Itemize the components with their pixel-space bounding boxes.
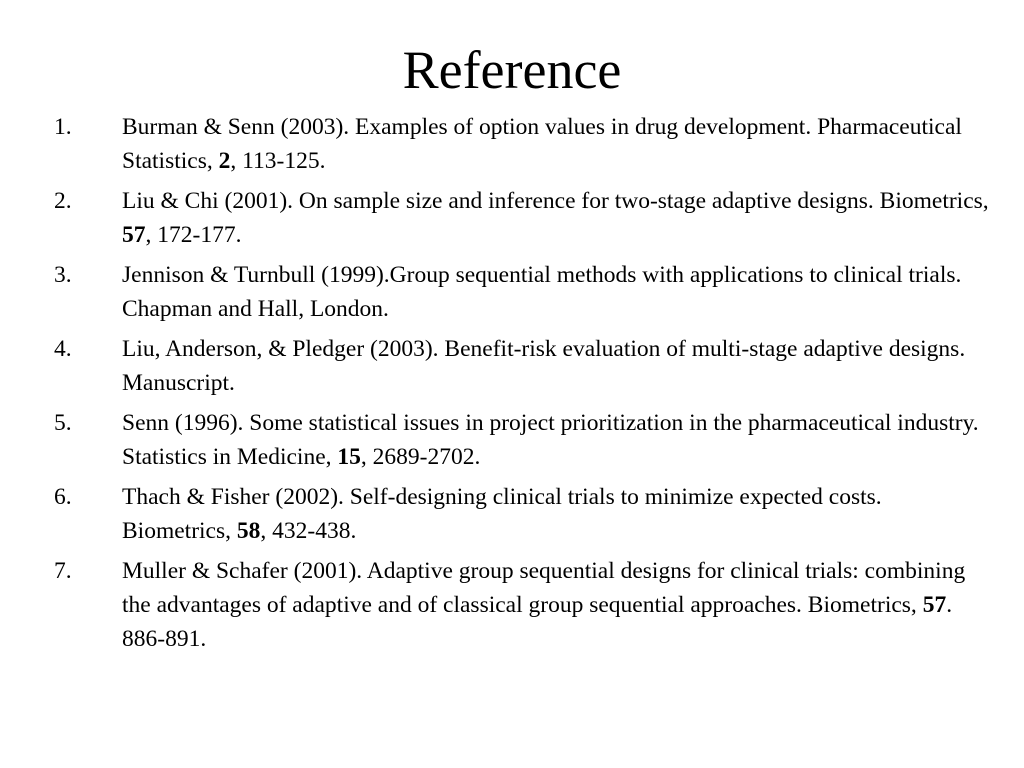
reference-volume: 15	[337, 444, 361, 470]
reference-citation: Liu & Chi (2001). On sample size and inference for two-stage adaptive designs. Biometrics,	[122, 188, 989, 214]
reference-number: 1.	[54, 114, 72, 140]
reference-item	[54, 258, 994, 326]
reference-text	[122, 484, 882, 544]
reference-item	[54, 332, 994, 400]
reference-volume: 2	[218, 148, 231, 174]
reference-text	[122, 262, 961, 322]
page-title: Reference	[402, 40, 622, 100]
reference-volume: 58	[236, 518, 261, 544]
reference-citation: Burman & Senn (2003). Examples of option values in drug development. Pharmaceutical Statistics,	[122, 114, 962, 174]
reference-text	[122, 114, 962, 174]
reference-pages: . 886-891.	[122, 592, 953, 652]
reference-citation: Jennison & Turnbull (1999).Group sequential methods with applications to clinical trials. Chapman and Hall, London.	[122, 262, 962, 322]
reference-item	[54, 406, 994, 474]
reference-citation: Thach & Fisher (2002). Self-designing clinical trials to minimize expected costs. Biometrics,	[122, 484, 882, 544]
reference-pages: , 172-177.	[145, 222, 242, 248]
reference-pages: , 2689-2702.	[360, 444, 481, 470]
reference-number: 6.	[54, 484, 72, 510]
reference-list	[54, 110, 994, 662]
reference-text	[122, 410, 979, 470]
reference-pages: , 113-125.	[230, 148, 326, 174]
reference-citation: Senn (1996). Some statistical issues in project prioritization in the pharmaceutical industry. Statistics in Medicine,	[122, 410, 979, 470]
reference-text	[122, 336, 965, 396]
reference-number: 4.	[54, 336, 72, 362]
reference-item	[54, 110, 994, 178]
reference-item	[54, 184, 994, 252]
reference-citation: Liu, Anderson, & Pledger (2003). Benefit-risk evaluation of multi-stage adaptive designs. Manuscript.	[122, 336, 966, 396]
reference-text	[122, 188, 989, 248]
reference-number: 2.	[54, 188, 72, 214]
reference-volume: 57	[922, 592, 947, 618]
reference-pages: , 432-438.	[260, 518, 357, 544]
reference-volume: 57	[122, 222, 146, 248]
reference-number: 5.	[54, 410, 72, 436]
reference-citation: Muller & Schafer (2001). Adaptive group sequential designs for clinical trials: combining the advantages of adaptive and of classical group sequential approaches. Biometrics,	[122, 558, 966, 618]
reference-number: 7.	[54, 558, 72, 584]
reference-item	[54, 480, 994, 548]
reference-item	[54, 554, 994, 656]
reference-text	[122, 558, 965, 652]
reference-number: 3.	[54, 262, 72, 288]
